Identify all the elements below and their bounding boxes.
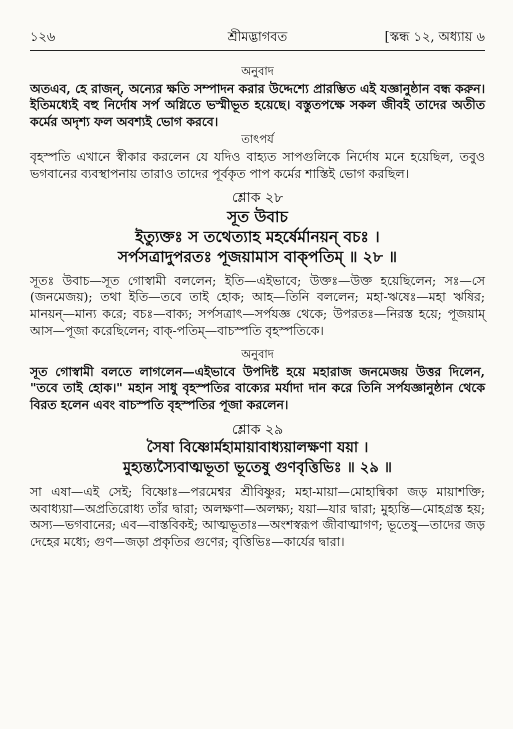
translation-label: অনুবাদ <box>241 64 274 78</box>
page-number: ১২৬ <box>30 30 56 45</box>
sloka-29-synonyms: সা এষা—এই সেই; বিষ্ণোঃ—পরমেশ্বর শ্রীবিষ্ণুর; মহা-মায়া—মোহান্বিকা জড় মায়াশক্তি; অবাধ্যয়া—অপ্রতিরোধ্য তাঁর দ্বারা; অলক্ষণা—অলক্ষ্য; যয়া—যার দ্বারা; মুহ্যন্তি—মোহগ্রস্ত হয়; অস্য—ভগবানের; এব—বাস্তবিকই; আত্মভূতাঃ—অংশস্বরূপ জীবাত্মাগণ; ভূতেষু—তাদের জড় দেহের মধ্যে; গুণ—জড়া প্রকৃতির গুণের; বৃত্তিভিঃ—কার্যের দ্বারা। <box>30 484 485 549</box>
sloka-29-verse-line-1: সৈষা বিষ্ণোর্মহামায়াবাধ্যয়ালক্ষণা যয়া । <box>146 439 369 457</box>
sloka-28-synonyms: সূতঃ উবাচ—সূত গোস্বামী বললেন; ইতি—এইভাবে; উক্তঃ—উক্ত হয়েছিলেন; সঃ—সে (জনমেজয়); তথা ইতি—তবে তাই হোক; আহ—তিনি বললেন; মহা-ঋষেঃ—মহা ঋষির; মানয়ন্—মান্য করে; বচঃ—বাক্য; সর্পসত্রাৎ—সর্পযজ্ঞ থেকে; উপরতঃ—নিরস্ত হয়ে; পূজয়াম্ আস—পূজা করেছিলেন; বাক্-পতিম্—বাচস্পতি বৃহস্পতিকে। <box>30 272 485 338</box>
sloka-28-translation-label: অনুবাদ <box>241 347 274 362</box>
sloka-28-translation: সূত গোস্বামী বলতে লাগলেন—এইভাবে উপদিষ্ট হয়ে মহারাজ জনমেজয় উত্তর দিলেন, "তবে তাই হোক।" মহান সাধু বৃহস্পতির বাক্যের মর্যাদা দান করে তিনি সর্পযজ্ঞানুষ্ঠান থেকে বিরত হলেন এবং বাচস্পতি বৃহস্পতির পূজা করলেন। <box>30 363 485 412</box>
header-divider <box>30 50 485 51</box>
sloka-28-verse-line-2: সর্পসত্রাদুপরতঃ পূজয়ামাস বাক্পতিম্ ॥ ২৮ ॥ <box>117 246 398 266</box>
sloka-28-speaker: সূত উবাচ <box>227 206 288 226</box>
purport-text: বৃহস্পতি এখানে স্বীকার করলেন যে যদিও বাহ্যত সাপগুলিকে নির্দোষ মনে হয়েছিল, তবুও ভগবানের ব্যবস্থাপনায় তারাও তাদের পূর্বকৃত পাপ কর্মের শাস্তিই ভোগ করছিল। <box>30 148 485 181</box>
page-header <box>30 28 485 46</box>
sloka-29-verse-line-2: মুহ্যন্ত্যস্যৈবাত্মভূতা ভূতেষু গুণবৃত্তিভিঃ ॥ ২৯ ॥ <box>123 459 392 477</box>
sloka-28-number: শ্লোক ২৮ <box>231 190 284 207</box>
book-title: শ্রীমদ্ভাগবত <box>227 30 288 45</box>
translation-text: অতএব, হে রাজন্, অন্যের ক্ষতি সম্পাদন করার উদ্দেশ্যে প্রারম্ভিত এই যজ্ঞানুষ্ঠান বন্ধ করুন। ইতিমধ্যেই বহু নির্দোষ সর্প অগ্নিতে ভস্মীভূত হয়েছে। বস্তুতপক্ষে সকল জীবই তাদের অতীত কর্মের অদৃশ্য ফল অবশ্যই ভোগ করবে। <box>30 80 485 129</box>
purport-label: তাৎপর্য <box>241 132 274 147</box>
sloka-28-verse-line-1: ইত্যুক্তঃ স তথেত্যাহ মহর্ষের্মানয়ন্ বচঃ । <box>135 226 380 246</box>
section-reference: [স্কন্ধ ১২, অধ্যায় ৬ <box>384 30 485 45</box>
sloka-29-number: শ্লোক ২৯ <box>231 421 284 438</box>
page-body <box>30 62 485 550</box>
